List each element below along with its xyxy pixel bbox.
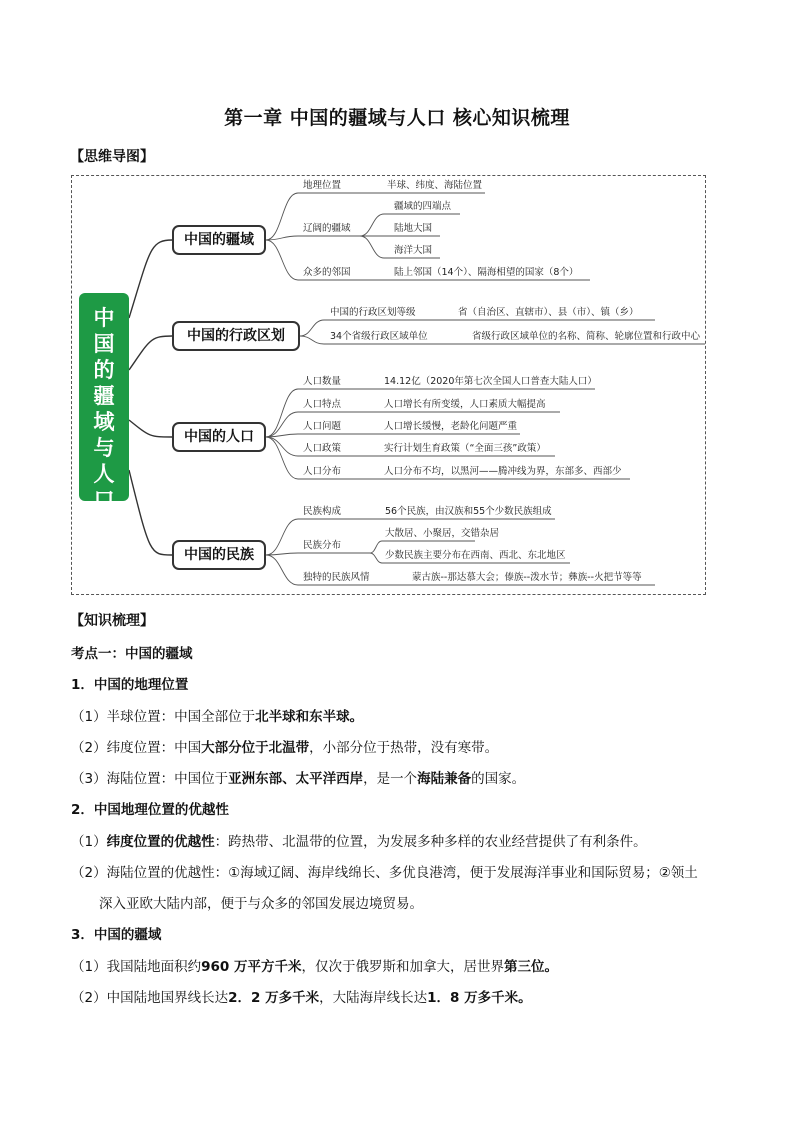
subsection-title: 1．中国的地理位置 [71, 677, 189, 693]
paragraph: （2）纬度位置：中国大部分位于北温带，小部分位于热带，没有寒带。 [71, 740, 499, 756]
central-char: 的 [93, 358, 115, 382]
mm-l2-item: 少数民族主要分布在西南、西北、东北地区 [385, 550, 566, 561]
mm-l2-item: 人口增长缓慢，老龄化问题严重 [384, 421, 518, 432]
central-char: 中 [93, 306, 115, 330]
mm-l2-item: 陆地大国 [394, 223, 433, 234]
central-char: 域 [93, 410, 115, 434]
mm-l1-item: 辽阔的疆域 [303, 223, 351, 234]
paragraph-continuation: 深入亚欧大陆内部，便于与众多的邻国发展边境贸易。 [99, 896, 423, 912]
mindmap-central-node [79, 293, 129, 512]
mm-l2-item: 实行计划生育政策（“全面三孩”政策） [384, 443, 546, 454]
paragraph: （1）纬度位置的优越性：跨热带、北温带的位置，为发展多种多样的农业经营提供了有利条件。 [71, 834, 647, 850]
mm-l1-item: 人口问题 [303, 421, 342, 432]
paragraph: （2）海陆位置的优越性：①海域辽阔、海岸线绵长、多优良港湾，便于发展海洋事业和国际贸易；②领土 [71, 865, 698, 881]
mindmap-heading: 【思维导图】 [70, 149, 154, 165]
mm-l1-item: 人口数量 [303, 376, 342, 387]
mm-l1-item: 独特的民族风情 [303, 572, 370, 583]
mm-l1-item: 民族构成 [303, 506, 342, 517]
subsection-title: 2．中国地理位置的优越性 [71, 802, 229, 818]
central-char: 疆 [93, 384, 115, 408]
mm-l1-item: 人口政策 [303, 443, 342, 454]
mm-l1-item: 人口特点 [303, 399, 342, 410]
mm-l1-item: 中国的行政区划等级 [330, 307, 416, 318]
mm-l2-item: 省（自治区、直辖市）、县（市）、镇（乡） [458, 307, 639, 318]
topic-title: 考点一：中国的疆域 [71, 646, 193, 662]
mm-l2-item: 疆域的四端点 [394, 201, 452, 212]
mm-l2-item: 蒙古族--那达慕大会；傣族--泼水节；彝族--火把节等等 [412, 572, 642, 583]
mm-l1-item: 人口分布 [303, 466, 342, 477]
paragraph: （2）中国陆地国界线长达2．2 万多千米，大陆海岸线长达1．8 万多千米。 [71, 990, 532, 1006]
branch-ethnic: 中国的民族 [172, 540, 266, 570]
central-char: 人 [93, 462, 115, 486]
mm-l1-item: 地理位置 [303, 180, 342, 191]
branch-admin-division: 中国的行政区划 [172, 321, 300, 351]
central-char: 与 [93, 436, 115, 460]
mm-l2-item: 14.12亿（2020年第七次全国人口普查大陆人口） [384, 376, 597, 387]
paragraph: （3）海陆位置：中国位于亚洲东部、太平洋西岸，是一个海陆兼备的国家。 [71, 771, 526, 787]
branch-territory: 中国的疆域 [172, 225, 266, 255]
mm-l2-item: 省级行政区域单位的名称、简称、轮廓位置和行政中心 [472, 331, 701, 342]
central-char: 口 [93, 488, 115, 512]
knowledge-heading: 【知识梳理】 [70, 613, 154, 629]
mm-l2-item: 半球、纬度、海陆位置 [387, 180, 483, 191]
page-title: 第一章 中国的疆域与人口 核心知识梳理 [224, 107, 570, 129]
mm-l2-item: 人口增长有所变缓，人口素质大幅提高 [384, 399, 546, 410]
branch-population: 中国的人口 [172, 422, 266, 452]
mm-l2-item: 人口分布不均，以黑河——腾冲线为界，东部多、西部少 [384, 466, 622, 477]
subsection-title: 3．中国的疆域 [71, 927, 162, 943]
mm-l2-item: 56个民族，由汉族和55个少数民族组成 [385, 506, 552, 517]
paragraph: （1）半球位置：中国全部位于北半球和东半球。 [71, 709, 364, 725]
mm-l2-item: 海洋大国 [394, 245, 433, 256]
mm-l1-item: 民族分布 [303, 540, 342, 551]
central-char: 国 [93, 332, 115, 356]
mm-l2-item: 大散居、小聚居，交错杂居 [385, 528, 500, 539]
mm-l2-item: 陆上邻国（14个）、隔海相望的国家（8个） [394, 267, 579, 278]
mm-l1-item: 众多的邻国 [303, 267, 351, 278]
mm-l1-item: 34个省级行政区域单位 [330, 331, 428, 342]
paragraph: （1）我国陆地面积约960 万平方千米，仅次于俄罗斯和加拿大，居世界第三位。 [71, 959, 558, 975]
